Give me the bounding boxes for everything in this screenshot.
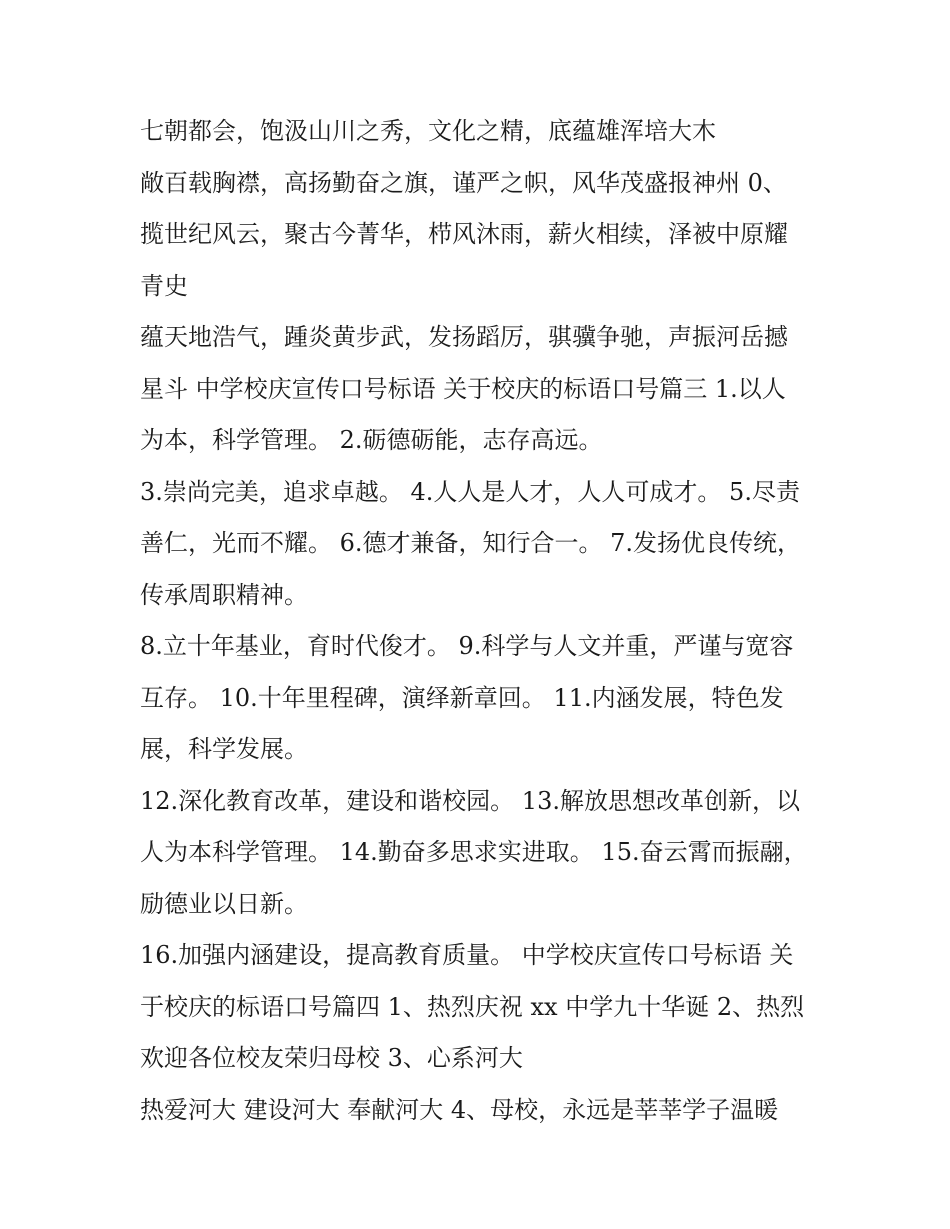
- text-line: 于校庆的标语口号篇四 1、热烈庆祝 xx 中学九十华诞 2、热烈: [140, 992, 805, 1021]
- text-line: 8.立十年基业，育时代俊才。 9.科学与人文并重，严谨与宽容: [140, 632, 794, 660]
- text-line: 揽世纪风云，聚古今菁华，栉风沐雨，薪火相续，泽被中原耀: [140, 220, 788, 248]
- text-line: 展，科学发展。: [140, 735, 308, 763]
- text-line: 16.加强内涵建设，提高教育质量。 中学校庆宣传口号标语 关: [140, 941, 794, 969]
- text-line: 蕴天地浩气，踵炎黄步武，发扬蹈厉，骐骥争驰，声振河岳撼: [140, 323, 788, 351]
- text-line: 传承周职精神。: [140, 580, 308, 609]
- text-line: 励德业以日新。: [140, 889, 308, 918]
- text-line: 欢迎各位校友荣归母校 3、心系河大: [140, 1044, 523, 1072]
- text-line: 青史: [140, 271, 188, 300]
- text-line: 敞百载胸襟，高扬勤奋之旗，谨严之帜，风华茂盛报神州 0、: [140, 168, 787, 197]
- text-line: 人为本科学管理。 14.勤奋多思求实进取。 15.奋云霄而振翮，: [140, 838, 808, 866]
- text-line: 七朝都会，饱汲山川之秀，文化之精，底蕴雄浑培大木: [140, 117, 716, 145]
- text-line: 为本，科学管理。 2.砺德砺能，志存高远。: [140, 426, 603, 454]
- text-line: 3.崇尚完美，追求卓越。 4.人人是人才，人人可成才。 5.尽责: [140, 477, 800, 506]
- text-line: 12.深化教育改革，建设和谐校园。 13.解放思想改革创新，以: [140, 786, 800, 815]
- text-line: 星斗 中学校庆宣传口号标语 关于校庆的标语口号篇三 1.以人: [140, 374, 786, 403]
- text-line: 互存。 10.十年里程碑，演绎新章回。 11.内涵发展，特色发: [140, 683, 784, 712]
- text-line: 善仁，光而不耀。 6.德才兼备，知行合一。 7.发扬优良传统，: [140, 529, 802, 557]
- document-body: [140, 106, 830, 1136]
- text-line: 热爱河大 建设河大 奉献河大 4、母校，永远是莘莘学子温暖: [140, 1095, 779, 1124]
